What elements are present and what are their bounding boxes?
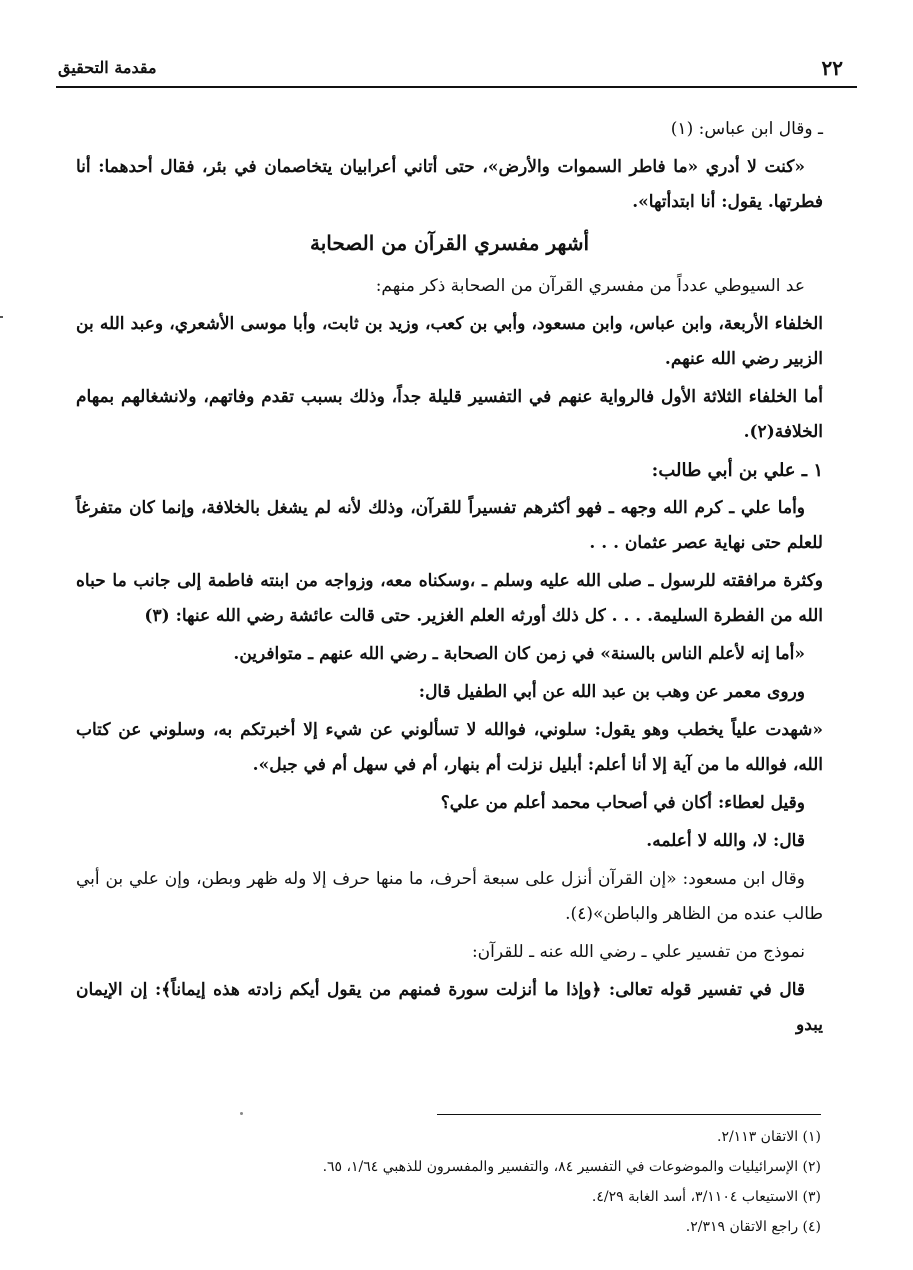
paragraph: أما الخلفاء الثلاثة الأول فالرواية عنهم في التفسير قليلة جداً، وذلك بسبب تقدم وفاتهم، ولانشغالهم بمهام الخلافة(٢). xyxy=(76,387,823,442)
header-rule xyxy=(56,86,857,88)
paragraph: قال في تفسير قوله تعالى: ﴿وإذا ما أنزلت سورة فمنهم من يقول أيكم زادته هذه إيماناً﴾: إن الإيمان يبدو xyxy=(76,980,823,1035)
page-number: ٢٢ xyxy=(821,56,843,80)
speck xyxy=(240,1112,243,1115)
paragraph: وكثرة مرافقته للرسول ـ صلى الله عليه وسلم ـ ،وسكناه معه، وزواجه من ابنته فاطمة إلى جانب ما حباه الله من الفطرة السليمة. . . . كل ذلك أورثه العلم الغزير. حتى قالت عائشة رضي الله عنها: (٣) xyxy=(76,571,823,626)
paragraph: «كنت لا أدري «ما فاطر السموات والأرض»، حتى أتاني أعرابيان يتخاصمان في بئر، فقال أحدهما: أنا فطرتها. يقول: أنا ابتدأتها». xyxy=(76,157,823,212)
paragraph: ـ وقال ابن عباس: (١) xyxy=(670,119,823,139)
footnote: (٢) الإسرائيليات والموضوعات في التفسير ٨٤، والتفسير والمفسرون للذهبي ١/٦٤، ٦٥. xyxy=(322,1159,821,1175)
paragraph: عد السيوطي عدداً من مفسري القرآن من الصحابة ذكر منهم: xyxy=(375,276,805,296)
footnotes xyxy=(260,1122,821,1242)
subsection-title: ١ ـ علي بن أبي طالب: xyxy=(651,460,823,481)
paragraph: وقال ابن مسعود: «إن القرآن أنزل على سبعة أحرف، ما منها حرف إلا وله ظهر وبطن، وإن علي بن أبي طالب عنده من الظاهر والباطن»(٤). xyxy=(76,869,823,924)
footnote: (١) الاتقان ٢/١١٣. xyxy=(716,1129,821,1145)
paragraph: نموذج من تفسير علي ـ رضي الله عنه ـ للقرآن: xyxy=(471,942,805,962)
paragraph: قال: لا، والله لا أعلمه. xyxy=(646,831,805,851)
main-text xyxy=(76,112,823,1046)
section-heading: أشهر مفسري القرآن من الصحابة xyxy=(309,231,590,255)
paragraph: وروى معمر عن وهب بن عبد الله عن أبي الطفيل قال: xyxy=(418,682,805,702)
footnote: (٣) الاستيعاب ٣/١١٠٤، أسد الغابة ٤/٢٩. xyxy=(591,1189,821,1205)
paragraph: «شهدت علياً يخطب وهو يقول: سلوني، فوالله لا تسألوني عن شيء إلا أخبرتكم به، وسلوني عن كتاب الله، فوالله ما من آية إلا أنا أعلم: أبليل نزلت أم بنهار، أم في سهل أم في جبل». xyxy=(76,720,823,775)
paragraph: وقيل لعطاء: أكان في أصحاب محمد أعلم من علي؟ xyxy=(440,793,805,813)
footnote: (٤) راجع الاتقان ٢/٣١٩. xyxy=(685,1219,821,1235)
paragraph: وأما علي ـ كرم الله وجهه ـ فهو أكثرهم تفسيراً للقرآن، وذلك لأنه لم يشغل بالخلافة، وإنما كان متفرغاً للعلم حتى نهاية عصر عثمان . . . xyxy=(76,498,823,553)
footnote-rule xyxy=(437,1114,821,1115)
paragraph: «أما إنه لأعلم الناس بالسنة» في زمن كان الصحابة ـ رضي الله عنهم ـ متوافرين. xyxy=(233,644,805,664)
paragraph: الخلفاء الأربعة، وابن عباس، وابن مسعود، وأبي بن كعب، وزيد بن ثابت، وأبا موسى الأشعري، وعبد الله بن الزبير رضي الله عنهم. xyxy=(76,314,823,369)
running-header-title: مقدمة التحقيق xyxy=(58,58,157,77)
margin-mark xyxy=(0,316,3,318)
